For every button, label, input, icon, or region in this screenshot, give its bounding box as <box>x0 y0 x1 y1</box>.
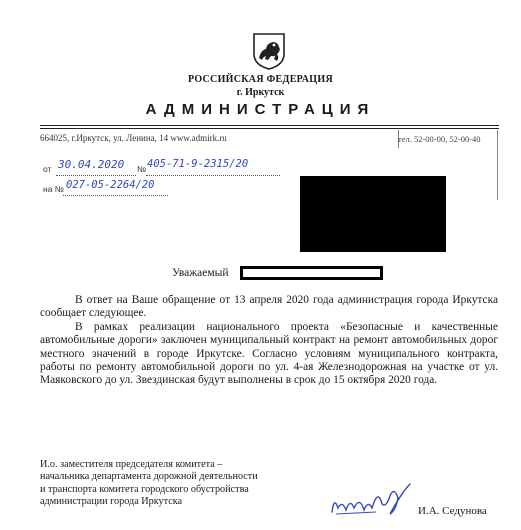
signatory-line-4: администрации города Иркутска <box>40 496 183 508</box>
margin-line <box>497 130 498 200</box>
signatory-name: И.А. Седунова <box>418 505 487 517</box>
salutation: Уважаемый <box>172 267 229 279</box>
phone-line: тел. 52-00-00, 52-00-40 <box>398 134 481 144</box>
number-prefix: № <box>137 164 147 174</box>
signatory-line-3: и транспорта комитета городского обустройства <box>40 483 249 495</box>
reference-number: 027-05-2264/20 <box>66 179 155 191</box>
from-prefix: от <box>43 164 52 174</box>
signatory-line-2: начальника департамента дорожной деятельности <box>40 471 258 483</box>
registration-number: 405-71-9-2315/20 <box>147 158 249 170</box>
letter-body <box>40 294 498 388</box>
number-line <box>146 175 280 176</box>
header-divider-thin <box>40 128 499 129</box>
coat-of-arms-icon <box>251 32 287 70</box>
signatory-title <box>40 459 258 509</box>
header-divider <box>40 125 499 126</box>
city-name: г. Иркутск <box>236 87 285 98</box>
body-paragraph-1: В ответ на Ваше обращение от 13 апреля 2020 года администрация города Иркутска сообщает следующее. <box>40 294 498 320</box>
from-date-line <box>56 175 136 176</box>
redacted-name <box>240 266 383 280</box>
handwritten-signature <box>324 478 420 522</box>
reference-prefix: на № <box>43 184 64 194</box>
address-line: 664025, г.Иркутск, ул. Ленина, 14 www.admirk.ru <box>40 133 227 143</box>
from-date: 30.04.2020 <box>58 158 125 171</box>
signatory-line-1: И.о. заместителя председателя комитета – <box>40 459 223 470</box>
redacted-addressee <box>300 176 446 252</box>
country-name: РОССИЙСКАЯ ФЕДЕРАЦИЯ <box>187 74 333 85</box>
reference-line <box>63 195 168 196</box>
body-paragraph-2: В рамках реализации национального проекта «Безопасные и качественные автомобильные дороги» заключен муниципальный контракт на ремонт автомобильных дорог местного значений в городе Иркутске. Согласно условиям муниципального контракта, работы по ремонту автомобильной дороги по ул. 4-ая Железнодорожная на участке от ул. Маяковского до ул. Звездинская будут выполнены в срок до 15 октября 2020 года. <box>40 320 498 387</box>
organization-title: АДМИНИСТРАЦИЯ <box>145 101 376 118</box>
